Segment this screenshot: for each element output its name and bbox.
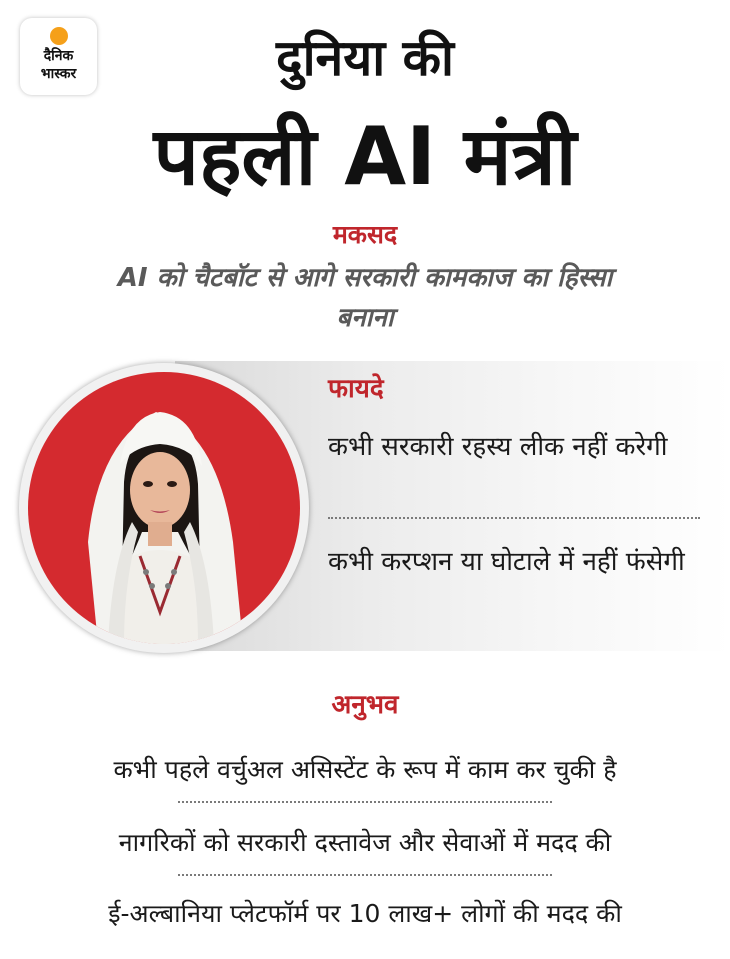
- benefits-heading: फायदे: [328, 374, 384, 404]
- title-line1: दुनिया की: [276, 29, 454, 87]
- logo-text-line2: भास्कर: [40, 66, 77, 82]
- divider: [178, 874, 552, 876]
- experience-item: नागरिकों को सरकारी दस्तावेज और सेवाओं में मदद की: [118, 828, 612, 857]
- divider: [178, 801, 552, 803]
- woman-portrait-icon: [28, 372, 300, 644]
- divider: [328, 517, 700, 519]
- title-line2: पहली AI मंत्री: [153, 110, 577, 203]
- experience-item: ई-अल्बानिया प्लेटफॉर्म पर 10 लाख+ लोगों की मदद की: [108, 899, 622, 928]
- minister-portrait: [19, 363, 309, 653]
- portrait-image: [28, 372, 300, 644]
- experience-heading: अनुभव: [331, 690, 399, 720]
- benefit-item: कभी करप्शन या घोटाले में नहीं फंसेगी: [328, 547, 685, 577]
- goal-text: AI को चैटबॉट से आगे सरकारी कामकाज का हिस्सा बनाना: [117, 263, 613, 333]
- benefit-item: कभी सरकारी रहस्य लीक नहीं करेगी: [328, 432, 668, 462]
- logo-text-line1: दैनिक: [43, 48, 74, 64]
- experience-item: कभी पहले वर्चुअल असिस्टेंट के रूप में काम कर चुकी है: [113, 755, 617, 784]
- goal-heading: मकसद: [332, 220, 398, 249]
